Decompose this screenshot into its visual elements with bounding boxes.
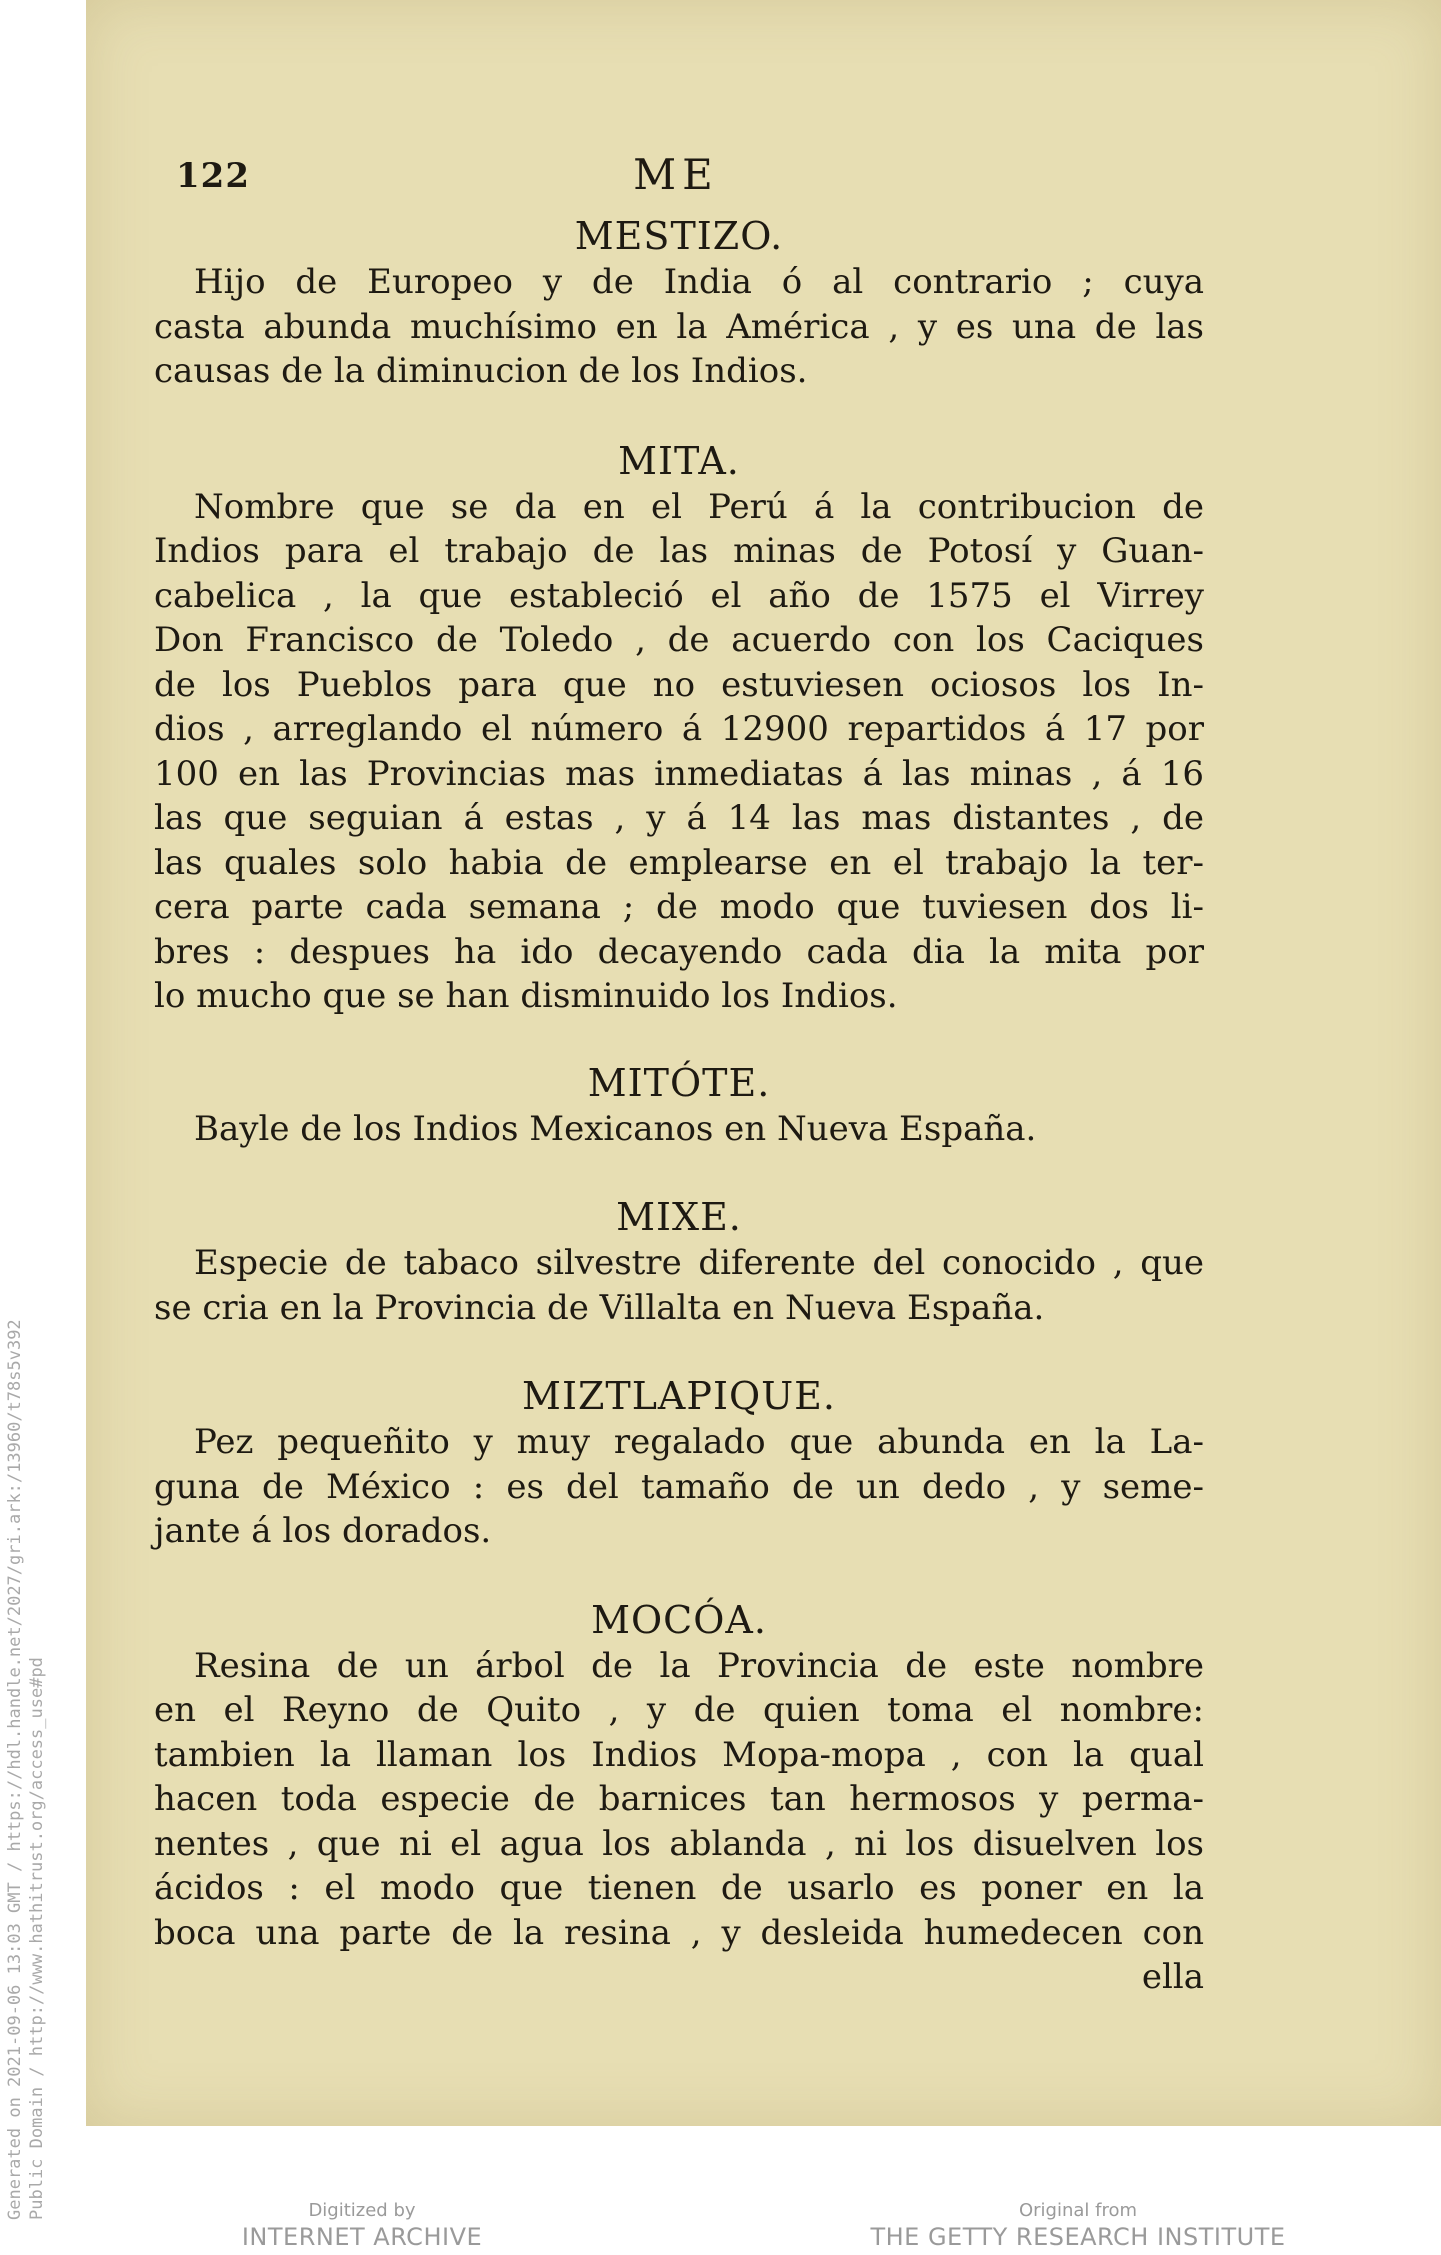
entry-head: MITA. [618,438,740,483]
text-line: bres : despues ha ido decayendo cada dia la mita por [154,931,1204,972]
entry-miztlapique [154,1372,1204,1554]
entry-mestizo [154,212,1204,394]
text-line: Pez pequeñito y muy regalado que abunda en la La- [194,1422,1204,1462]
dictionary-entries [154,212,1204,2000]
running-head: ME [633,150,719,199]
entry-mita [154,437,1204,1019]
text-line: boca una parte de la resina , y desleida humedecen con [154,1912,1204,1953]
text-line: lo mucho que se han disminuido los Indios. [154,976,898,1016]
entry-head: MIXE. [616,1195,742,1239]
entry-head: MIZTLAPIQUE. [522,1374,836,1418]
text-line: las quales solo habia de emplearse en el trabajo la ter- [154,842,1204,883]
entry-head: MOCÓA. [591,1597,767,1642]
entry-body [154,1420,1204,1554]
text-line: de los Pueblos para que no estuviesen ociosos los In- [154,664,1204,705]
text-line: cabelica , la que estableció el año de 1575 el Virrey [154,575,1204,616]
text-line: Bayle de los Indios Mexicanos en Nueva España. [194,1108,1037,1149]
footer-original-from [868,2200,1288,2252]
entry-head: MITÓTE. [587,1060,771,1105]
side-stamp [4,1120,48,2220]
text-line: dios , arreglando el número á 12900 repartidos á 17 por [154,709,1204,749]
footer-right-source: THE GETTY RESEARCH INSTITUTE [870,2223,1286,2251]
entry-mocoa [154,1596,1204,2000]
text-line: las que seguian á estas , y á 14 las mas distantes , de [154,798,1204,838]
side-stamp-line-1: Generated on 2021-09-06 13:03 GMT / https://hdl.handle.net/2027/gri.ark:/13960/t78s5v392 [5,1319,25,2220]
text-line: Resina de un árbol de la Provincia de este nombre [194,1645,1204,1686]
text-line: casta abunda muchísimo en la América , y es una de las [154,306,1204,347]
text-line: jante á los dorados. [154,1511,492,1551]
entry-mitote [154,1059,1204,1152]
text-line: ácidos : el modo que tienen de usarlo es poner en la [154,1868,1204,1908]
text-line: Nombre que se da en el Perú á la contribucion de [194,486,1204,527]
text-line: se cria en la Provincia de Villalta en Nueva España. [154,1287,1045,1328]
footer-digitized-by [232,2200,492,2252]
text-line: 100 en las Provincias mas inmediatas á las minas , á 16 [154,753,1204,794]
entry-body [154,1241,1204,1330]
entry-head: MESTIZO. [574,214,784,258]
entry-mixe [154,1193,1204,1330]
text-line: hacen toda especie de barnices tan hermosos y perma- [154,1779,1204,1819]
text-line: Hijo de Europeo y de India ó al contrario ; cuya [194,262,1204,302]
text-line: tambien la llaman los Indios Mopa-mopa , con la qual [154,1734,1204,1775]
footer-left-source: INTERNET ARCHIVE [241,2223,483,2251]
text-line: Especie de tabaco silvestre diferente del conocido , que [194,1243,1204,1283]
page-number: 122 [176,156,250,196]
text-line: cera parte cada semana ; de modo que tuviesen dos li- [154,887,1204,927]
page-header [176,150,1176,210]
entry-body [154,1107,1204,1152]
text-line: Don Francisco de Toledo , de acuerdo con los Caciques [154,620,1204,660]
entry-body [154,485,1204,1019]
text-line: en el Reyno de Quito , y de quien toma el nombre: [154,1690,1204,1730]
text-line: Indios para el trabajo de las minas de Potosí y Guan- [154,531,1204,571]
text-line: causas de la diminucion de los Indios. [154,351,808,391]
side-stamp-line-2: Public Domain / http://www.hathitrust.org/access_use#pd [27,1657,47,2220]
entry-body [154,1644,1204,2000]
text-line: nentes , que ni el agua los ablanda , ni los disuelven los [154,1823,1204,1864]
footer-left-caption: Digitized by [308,2200,416,2221]
footer-right-caption: Original from [1018,2200,1138,2221]
text-line: guna de México : es del tamaño de un dedo , y seme- [154,1466,1204,1507]
entry-body [154,260,1204,394]
catchword: ella [1141,1957,1204,1997]
